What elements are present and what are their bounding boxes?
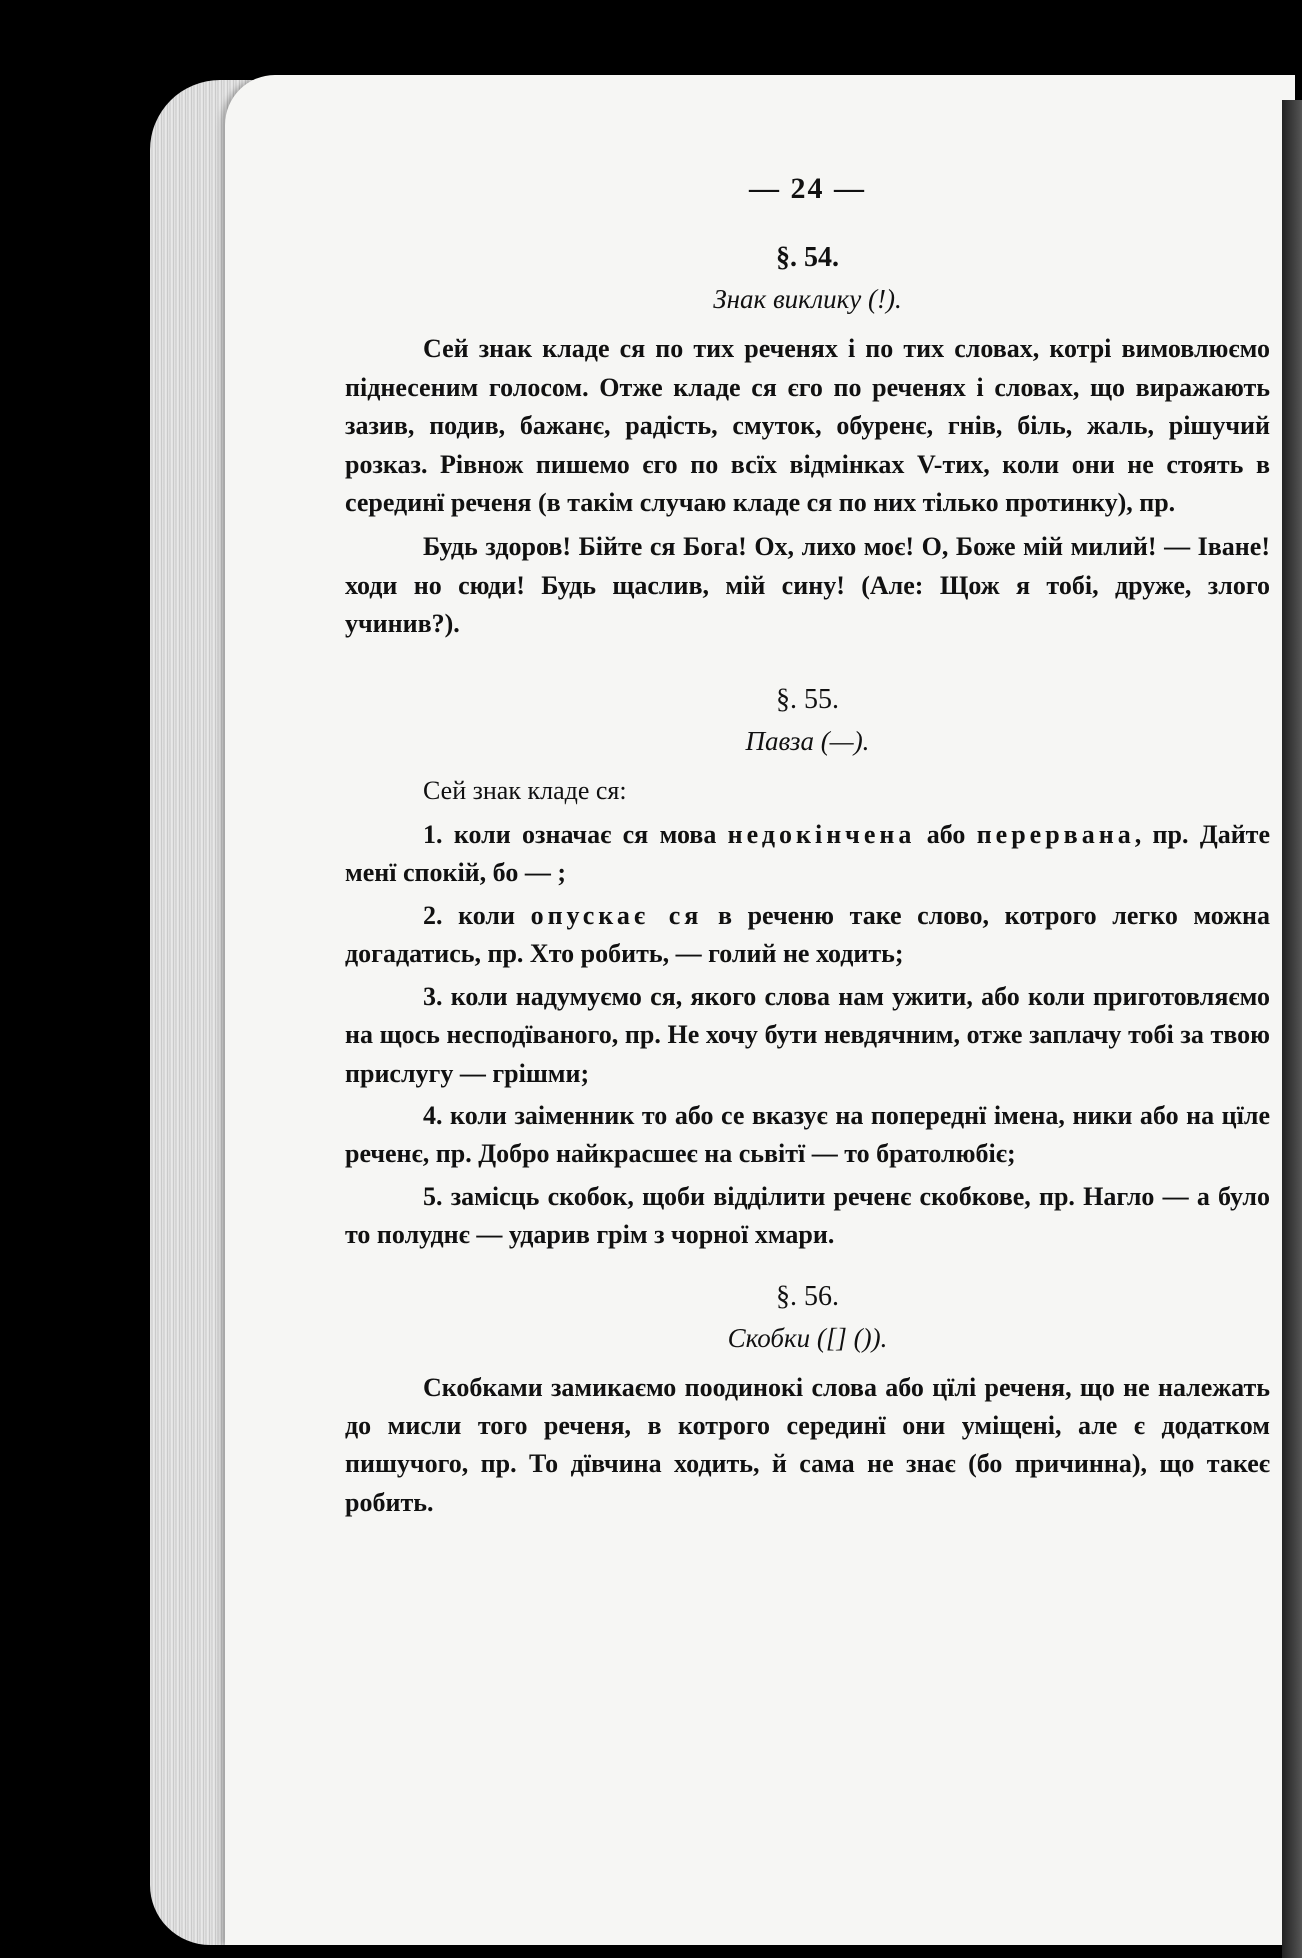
section-title: Скобки ([] ()). — [727, 1322, 888, 1353]
section-heading: §. 56. — [776, 1280, 839, 1312]
list-item: 3. коли надумуємо ся, якого слова нам ужити, або коли приготовляємо на щось несподїваного, пр. Не хочу бути невдячним, отже заплачу тобі за твою прислугу — грішми; — [345, 981, 1270, 1088]
book-spine — [1282, 100, 1302, 1958]
section-56 — [345, 1277, 1270, 1523]
section-title: Знак виклику (!). — [713, 284, 902, 315]
section-title: Павза (—). — [745, 725, 870, 756]
section-55 — [345, 680, 1270, 1255]
list-item: 5. замісць скобок, щоби відділити реченє скобкове, пр. Нагло — а було то полуднє — ударив грім з чорної хмари. — [345, 1181, 1270, 1250]
paragraph: Скобками замикаємо поодинокі слова або цїлі реченя, що не належать до мисли того реченя, в котрого серединї они уміщені, але є додатком пишучого, пр. То дївчина ходить, й сама не знає (бо причинна), що такеє робить. — [345, 1372, 1270, 1517]
list-item: 2. коли опускає ся в реченю таке слово, котрого легко можна догадатись, пр. Хто робить, — голий не ходить; — [345, 900, 1270, 969]
section-54 — [345, 238, 1270, 643]
list-item: 4. коли заіменник то або се вказує на попереднї імена, ники або на цїле реченє, пр. Добро найкрасшеє на сьвітї — то братолюбіє; — [345, 1100, 1270, 1169]
paragraph: Будь здоров! Бійте ся Бога! Ох, лихо моє! О, Боже мій милий! — Іване! ходи но сюди! Будь щаслив, мій сину! (Але: Щож я тобі, друже, злого учинив?). — [345, 532, 1270, 639]
section-heading: §. 55. — [776, 683, 839, 715]
page-number: — 24 — — [749, 172, 866, 205]
section-heading: §. 54. — [776, 242, 839, 274]
paragraph: Сей знак кладе ся: — [423, 775, 627, 805]
paragraph: Сей знак кладе ся по тих реченях і по тих словах, котрі вимовлюємо піднесеним голосом. Отже кладе ся єго по реченях і словах, що виражають зазив, подив, бажанє, радість, смуток, обуренє, гнів, біль, жаль, рішучий розказ. Рівнож пишемо єго по всїх відмінках V-тих, коли они не стоять в серединї реченя (в такім случаю кладе ся по них тілько протинку), пр. — [345, 334, 1270, 518]
list-item: 1. коли означає ся мова недокінчена або перервана, пр. Дайте менї спокій, бо — ; — [345, 820, 1270, 888]
page-content — [345, 170, 1270, 1528]
